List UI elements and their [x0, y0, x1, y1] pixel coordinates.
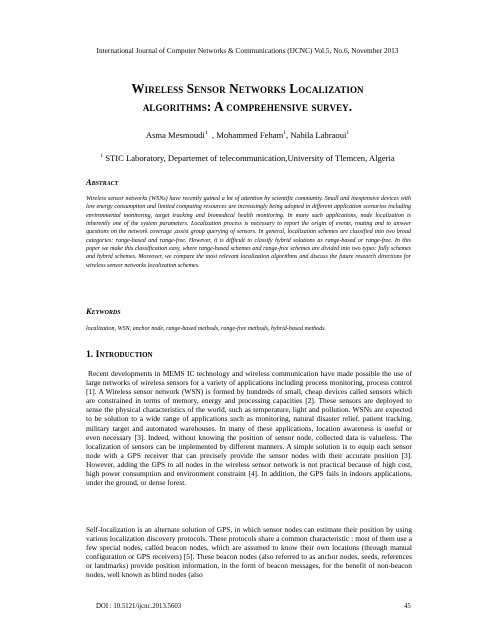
author-name: Mohammed Feham	[216, 130, 284, 140]
introduction-heading: 1. Introduction	[86, 349, 153, 360]
introduction-paragraph-2: Self-localization is an alternate solution of GPS, in which sensor nodes can estimate their position by using various localization discovery protocols. These protocols share a common characteristic : most of them use a few special nodes, called beacon nodes, which are assumed to know their own locations (through manual configuration or GPS receivers) [5]. These beacon nodes (also referred to as anchor nodes, seeds, references or landmarks) provide position information, in the form of beacon messages, for the benefit of non-beacon nodes, well known as blind nodes (also	[86, 525, 412, 580]
page-number: 45	[404, 603, 411, 610]
journal-header: International Journal of Computer Networks & Communications (IJCNC) Vol.5, No.6, November 2013	[96, 46, 399, 55]
footer-doi: DOI : 10.5121/ijcnc.2013.5603	[96, 603, 182, 610]
author-affiliation-marker: 1	[283, 130, 287, 137]
author-affiliation-marker: 1	[204, 130, 208, 137]
author-separator: ,	[209, 130, 217, 140]
title-line-1: Wireless Sensor Networks Localization	[131, 81, 364, 96]
keywords-text: localization, WSN, anchor node, range-based methods, range-free methods, hybrid-based methods.	[86, 326, 327, 332]
author-name: Nabila Labraoui	[290, 130, 347, 140]
author-list	[0, 130, 495, 140]
affiliation-text: STIC Laboratory, Departemet of telecommunication,University of Tlemcen, Algeria	[105, 153, 395, 163]
title-line-2: algorithms: A comprehensive survey.	[142, 99, 353, 114]
abstract-text: Wireless sensor networks (WSNs) have recently gained a lot of attention by scientific community. Small and inexpensive devices with low energy consumption and limited computing resources are increasingly being adopted in different application scenarios including environmental monitoring, target tracking and biomedical health monitoring. In many such applications, node localization is inherently one of the system parameters. Localization process is necessary to report the origin of events, routing and to answer questions on the network coverage ,assist group querying of sensors. In general, localization schemes are classified into two broad categories: range-based and range-free. However, it is difficult to classify hybrid solutions as range-based or range-free. In this paper we make this classification easy, where range-based schemes and range-free schemes are divided into two types: fully schemes and hybrid schemes. Moreover, we compare the most relevant localization algorithms and discuss the future research directions for wireless sensor networks localization schemes.	[86, 196, 411, 269]
author-separator: ,	[286, 130, 291, 140]
introduction-paragraph-1: Recent developments in MEMS IC technology and wireless communication have made possible the use of large networks of wireless sensors for a variety of applications including process monitoring, process control [1]. A Wireless sensor network (WSN) is formed by hundreds of small, cheap devices called sensors which are constrained in terms of memory, energy and processing capacities [2]. These sensors are deployed to sense the physical characteristics of the world, such as temperature, light and pollution. WSNs are expected to be solution to a wide range of applications such as monitoring, natural disaster relief, patient tracking, military target and automated warehouses. In many of these applications, location awareness is useful or even necessary [3]. Indeed, without knowing the position of sensor node, collected data is valueless. The localization of sensors can be implemented by different manners. A simple solution is to equip each sensor node with a GPS receiver that can precisely provide the sensor nodes with their accurate position [3]. However, adding the GPS to all nodes in the wireless sensor network is not practical because of high cost, high power consumption and environment constraint [4]. In addition, the GPS fails in indoors applications, under the ground, or dense forest.	[86, 369, 412, 488]
keywords-heading: Keywords	[86, 307, 121, 316]
author-name: Asma Mesmoudi	[145, 130, 205, 140]
paper-title	[40, 80, 455, 116]
affiliation	[0, 153, 495, 163]
author-affiliation-marker: 1	[346, 130, 350, 137]
affiliation-marker: 1	[100, 153, 104, 160]
abstract-heading: Abstract	[86, 178, 119, 187]
